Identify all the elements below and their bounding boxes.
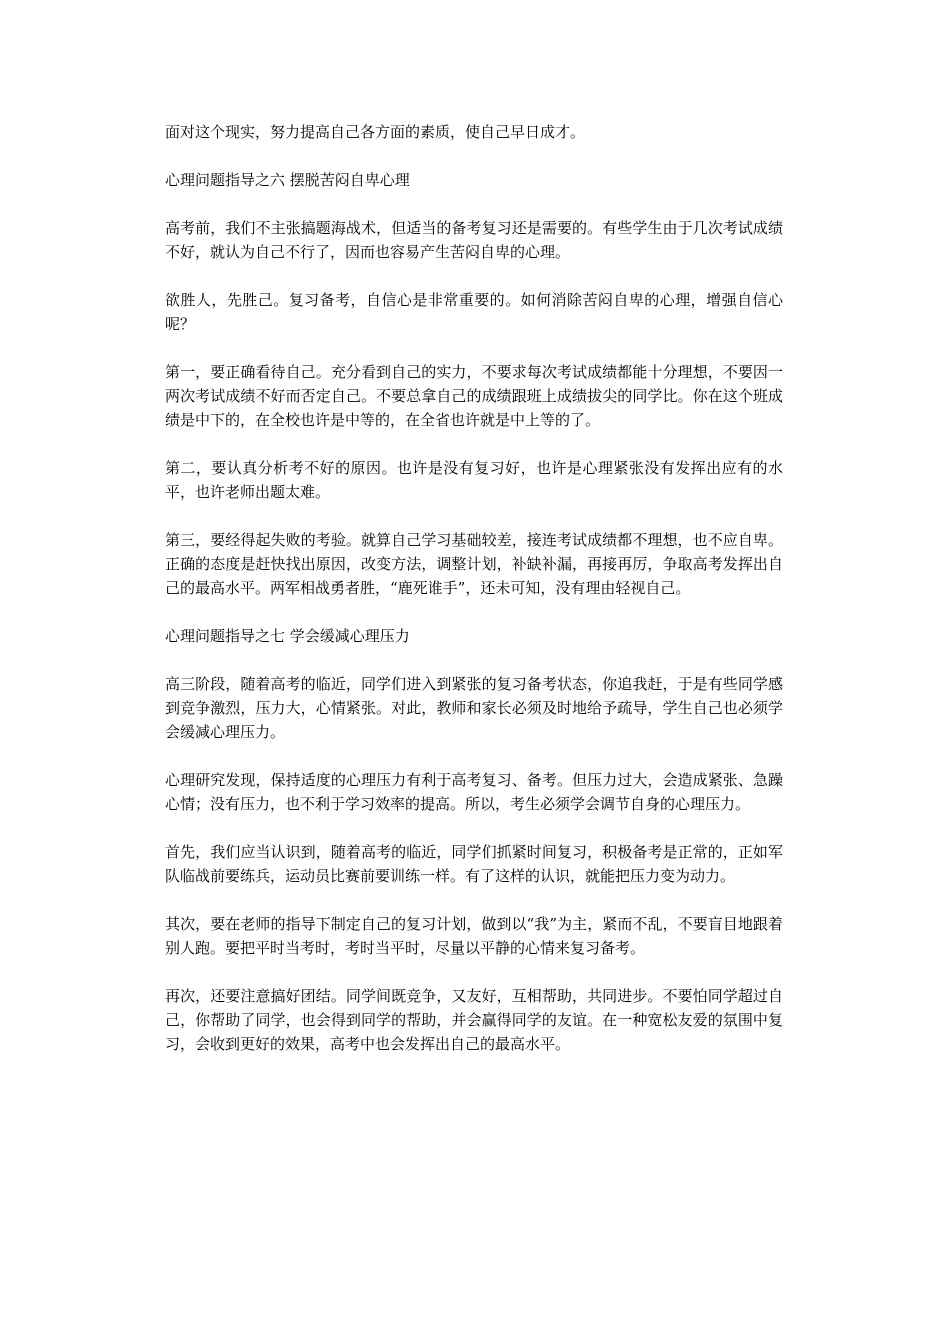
paragraph: 心理研究发现，保持适度的心理压力有利于高考复习、备考。但压力过大，会造成紧张、急躁心情；没有压力，也不利于学习效率的提高。所以，考生必须学会调节自身的心理压力。 bbox=[165, 771, 783, 813]
paragraph: 首先，我们应当认识到，随着高考的临近，同学们抓紧时间复习，积极备考是正常的，正如军队临战前要练兵，运动员比赛前要训练一样。有了这样的认识，就能把压力变为动力。 bbox=[165, 843, 783, 885]
section-heading-6: 心理问题指导之六 摆脱苦闷自卑心理 bbox=[165, 171, 410, 189]
section-heading-7: 心理问题指导之七 学会缓减心理压力 bbox=[165, 627, 410, 645]
paragraph: 第三，要经得起失败的考验。就算自己学习基础较差，接连考试成绩都不理想，也不应自卑。正确的态度是赶快找出原因，改变方法，调整计划，补缺补漏，再接再厉，争取高考发挥出自己的最高水平。两军相战勇者胜，“鹿死谁手”，还未可知，没有理由轻视自己。 bbox=[165, 531, 783, 597]
paragraph: 欲胜人，先胜己。复习备考，自信心是非常重要的。如何消除苦闷自卑的心理，增强自信心呢？ bbox=[165, 291, 783, 333]
paragraph: 第二，要认真分析考不好的原因。也许是没有复习好，也许是心理紧张没有发挥出应有的水平，也许老师出题太难。 bbox=[165, 459, 783, 501]
paragraph: 高考前，我们不主张搞题海战术，但适当的备考复习还是需要的。有些学生由于几次考试成绩不好，就认为自己不行了，因而也容易产生苦闷自卑的心理。 bbox=[165, 219, 783, 261]
paragraph: 再次，还要注意搞好团结。同学间既竞争，又友好，互相帮助，共同进步。不要怕同学超过自己，你帮助了同学，也会得到同学的帮助，并会赢得同学的友谊。在一种宽松友爱的氛围中复习，会收到更好的效果，高考中也会发挥出自己的最高水平。 bbox=[165, 987, 783, 1053]
paragraph: 第一，要正确看待自己。充分看到自己的实力，不要求每次考试成绩都能十分理想，不要因一两次考试成绩不好而否定自己。不要总拿自己的成绩跟班上成绩拔尖的同学比。你在这个班成绩是中下的，在全校也许是中等的，在全省也许就是中上等的了。 bbox=[165, 363, 783, 429]
document-body bbox=[165, 120, 783, 1080]
paragraph-intro: 面对这个现实，努力提高自己各方面的素质，使自己早日成才。 bbox=[165, 123, 586, 141]
paragraph: 其次，要在老师的指导下制定自己的复习计划，做到以“我”为主，紧而不乱，不要盲目地跟着别人跑。要把平时当考时，考时当平时，尽量以平静的心情来复习备考。 bbox=[165, 915, 783, 957]
paragraph: 高三阶段，随着高考的临近，同学们进入到紧张的复习备考状态，你追我赶，于是有些同学感到竞争激烈，压力大，心情紧张。对此，教师和家长必须及时地给予疏导，学生自己也必须学会缓减心理压力。 bbox=[165, 675, 783, 741]
